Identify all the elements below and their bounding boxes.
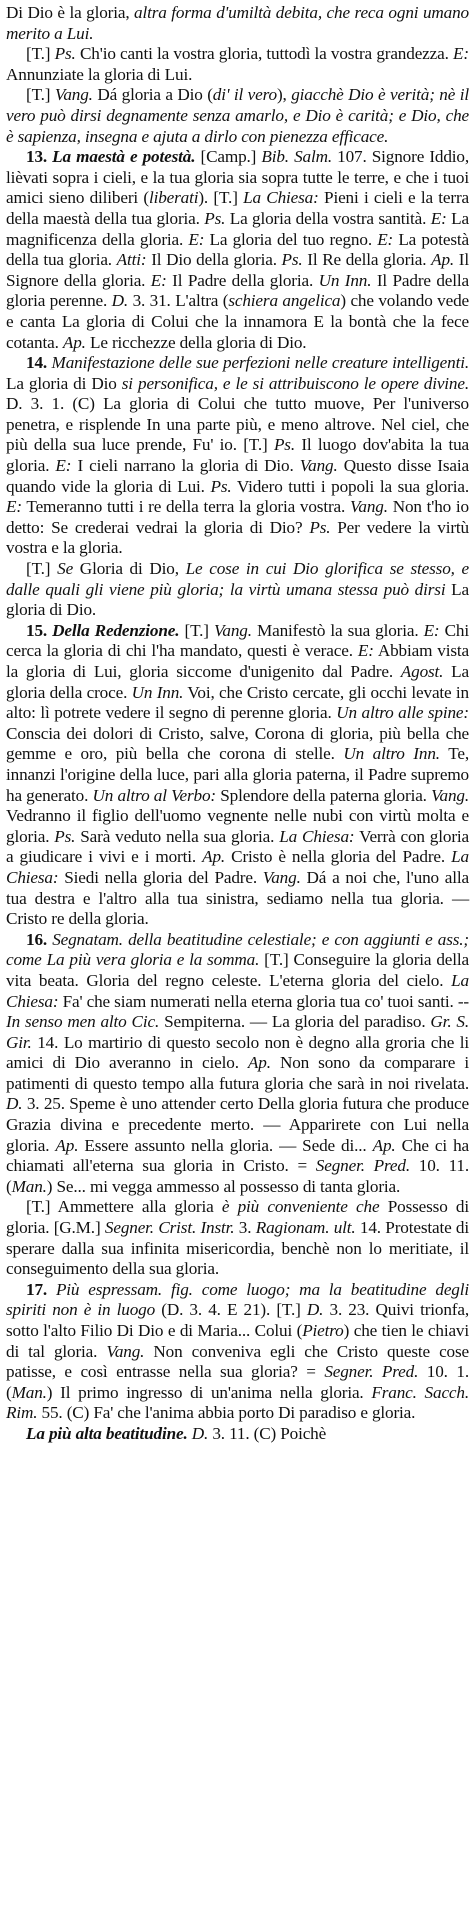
text-run: Conscia dei dolori di Cristo, salve, Corona di gloria, più bella che gemme e oro, più bella che corona di stelle. [6,723,469,764]
text-run: La gloria della vostra santità. [225,208,431,228]
text-run: [Camp.] [195,147,262,167]
text-run: [T.] Ammettere alla gloria [26,1197,222,1217]
text-run: 14. [26,353,52,373]
text-run: Ch'io canti la vostra gloria, tuttodì la vostra grandezza. [75,44,454,64]
entry-paragraph [6,147,469,353]
text-run: [T.] Conseguire la gloria della vita beata. Gloria del regno celeste. L'eterna gloria del cielo. [6,950,469,990]
text-run: Che ci ha chiamati all'eterna sua gloria in Cristo. = [6,1135,470,1176]
italic-text: Franc. Sacch. Rim. [6,1382,469,1423]
entry-paragraph [6,85,469,147]
italic-text: La Chiesa: [279,826,355,846]
text-run: D. 3. 1. (C) La gloria di Colui che tutto muove, Per l'universo penetra, e risplende In una parte più, e meno altrove. Nel ciel, che più della sua luce prende, Fu' io. [T.] [6,394,469,455]
text-run: Chi cerca la gloria di chi l'ha mandato, questi è verace. [6,620,469,661]
text-run: La gloria di Dio [6,373,122,393]
italic-text: E: [6,497,22,517]
text-run: La gloria del tuo regno. [204,229,378,249]
text-run: Il Padre della gloria perenne. [6,270,469,311]
text-run: 14. Lo martirio di questo secolo non è degno alla groria che li amici di Dio averanno in cielo. [6,1032,469,1073]
italic-text: Gr. S. Gir. [6,1012,469,1052]
text-run: 3. 25. Speme è uno attender certo Della gloria futura che produce Grazia divina e precedente merto. — Apparirete con Lui nella gloria. [6,1094,469,1155]
text-run: [T.] [26,85,55,105]
italic-text: E: [357,641,374,661]
text-run: Manifestò la sua gloria. [251,620,424,640]
italic-text: Ap. [202,847,226,867]
italic-text: Vang. [349,497,388,517]
italic-text: La più alta beatitudine. [26,1423,188,1443]
entry-paragraph [6,1280,469,1424]
text-run: La gloria della croce. [6,662,469,702]
text-run: Pieni i cieli e la terra della maestà della tua gloria. [6,188,470,228]
text-run: 107. Signore Iddio, lièvati sopra i cieli, e la tua gloria sia sopra tutte le terre, e che i tuoi amici sieno diliberi ( [6,147,469,208]
entry-paragraph [6,3,469,44]
text-run: 3. 23. Quivi trionfa, sotto l'alto Filio Di Dio e di Maria... Colui ( [6,1300,470,1340]
italic-text: E: [453,44,469,64]
entry-paragraph [6,559,469,621]
italic-text: La Chiesa: [6,847,469,887]
text-run: Te, innanzi l'origine della luce, pari alla gloria paterna, il Padre supremo ha generato. [6,744,469,805]
italic-text: Man. [11,1176,47,1196]
italic-text: Agost. [400,662,444,681]
italic-text: Ap. [372,1135,396,1155]
text-run: Dá gloria a Dio ( [92,85,213,105]
text-run: Il Signore della gloria. [6,250,469,290]
text-run: Il luogo dov'abita la tua gloria. [6,435,469,476]
italic-text: Vang. [213,620,252,640]
text-run: 10. 11. ( [6,1156,469,1196]
text-run: Gloria di Dio, [73,559,186,579]
italic-text: Un altro Inn. [343,744,440,764]
text-run: ). [T.] [198,188,244,208]
text-run: Non conveniva egli che Cristo queste cose patisse, e così entrasse nella sua gloria? = [6,1341,470,1382]
italic-text: Bib. Salm. [261,147,333,167]
italic-text: D. [306,1300,324,1320]
text-run: Questo disse Isaia quando vide la gloria di Lui. [6,456,470,496]
entry-paragraph [6,1424,469,1445]
italic-text: Ps. [210,476,232,496]
italic-text: D. [6,1094,23,1114]
italic-text: Un altro alle spine: [336,703,469,723]
text-run: (D. 3. 4. E 21). [T.] [155,1300,307,1320]
italic-text: Un altro al Verbo: [92,785,216,805]
italic-text: Ap. [431,250,455,270]
italic-text: Segner. Crist. Instr. [104,1218,235,1238]
text-run: Non t'ho io detto: Se crederai vedrai la gloria di Dio? [6,497,469,537]
italic-text: Un Inn. [131,682,184,702]
text-run: Siedi nella gloria del Padre. [58,867,263,887]
text-run: Cristo è nella gloria del Padre. [225,847,452,867]
text-run: ) che tien le chiavi di tal gloria. [6,1321,469,1361]
text-run: 13. [26,147,53,167]
italic-text: Manifestazione delle sue perfezioni nelle creature intelligenti. [51,353,469,373]
italic-text: Più espressam. fig. come luogo; ma la beatitudine degli spiriti non è in luogo [6,1279,469,1320]
entry-paragraph [6,930,469,1198]
italic-text: Atti: [116,250,147,270]
italic-text: La maestà e potestà. [52,147,196,167]
text-run: 55. (C) Fa' che l'anima abbia porto Di paradiso e gloria. [37,1403,416,1423]
italic-text: E: [55,456,72,476]
italic-text: Vang. [299,456,338,476]
italic-text: Ps. [204,208,226,228]
italic-text: Ps. [273,435,295,455]
text-run: Videro tutti i popoli la sua gloria. [231,476,470,496]
italic-text: La Chiesa: [6,970,469,1011]
text-run: 15. [26,620,53,640]
text-run: 3. 11. (C) Poichè [208,1423,327,1443]
italic-text: Ps. [309,517,331,537]
text-run: [T.] [26,559,58,579]
text-run: Le ricchezze della gloria di Dio. [85,332,307,352]
italic-text: Ap. [62,332,86,352]
text-run: Annunziate la gloria di Lui. [6,64,193,84]
text-run: ) Se... mi vegga ammesso al possesso di tanta gloria. [46,1176,401,1196]
italic-text: Vang. [106,1341,145,1361]
text-run: Il Padre della gloria. [166,270,319,290]
text-run: Abbiam vista la gloria di Lui, gloria siccome d'unigenito dal Padre. [6,641,470,681]
entry-paragraph [6,353,469,559]
italic-text: In senso men alto Cic. [6,1012,160,1032]
italic-text: Vang. [262,867,301,887]
italic-text: Vang. [54,85,93,105]
italic-text: E: [430,208,447,228]
italic-text: Ap. [55,1135,79,1155]
text-run: La gloria di Dio. [6,579,469,620]
text-run: Essere assunto nella gloria. — Sede di... [78,1135,373,1155]
italic-text: Man. [11,1382,47,1402]
text-run: La magnificenza della gloria. [6,208,469,249]
italic-text: giacchè Dio è verità; nè il vero può dirsi degnamente senza amarlo, e Dio è carità; e Dio, che è sapienza, insegna e ajuta a dirlo con pienezza efficace. [6,85,469,146]
italic-text: Ap. [247,1053,271,1073]
italic-text: Ps. [54,44,76,64]
text-run: 3. 31. L'altra ( [128,291,229,311]
entry-paragraph [6,621,469,930]
italic-text: E: [188,229,205,249]
italic-text: Segner. Pred. [324,1362,419,1382]
entry-paragraph [6,1197,469,1279]
text-run: [T.] [26,44,55,64]
italic-text: D. [111,291,129,311]
text-run: ) Il primo ingresso di un'anima nella gloria. [46,1382,372,1402]
italic-text: D. [191,1423,209,1443]
italic-text: Pietro [302,1321,344,1340]
italic-text: altra forma d'umiltà debita, che reca ogni umano merito a Lui. [6,3,469,43]
text-run: ) che volando vede e canta La gloria di Colui che la innamora E la bontà che la fece cotanta. [6,291,469,352]
text-run: 3. [234,1218,256,1238]
text-run: Di Dio è la gloria, [6,3,135,22]
italic-text: Segnatam. della beatitudine celestiale; e con aggiunti e ass.; come La più vera gloria e la somma. [6,929,469,970]
text-run: Voi, che Cristo cercate, gli occhi levate in alto: lì potrete vedere il segno di perenne gloria. [6,682,469,723]
italic-text: Se [57,559,74,579]
text-run: Sarà veduto nella sua gloria. [75,826,280,846]
italic-text: si personifica, e le si attribuiscono le opere divine. [121,373,469,393]
text-run: Verrà con gloria a giudicare i vivi e i morti. [6,826,469,867]
text-run: I cieli narrano la gloria di Dio. [71,456,300,476]
text-run: 16. [26,929,53,949]
text-run: Il Re della gloria. [302,250,432,270]
text-run: ), [276,85,292,105]
text-run: Possesso di gloria. [G.M.] [6,1197,469,1238]
text-run: La potestà della tua gloria. [6,229,469,270]
text-run: Sempiterna. — La gloria del paradiso. [159,1012,431,1032]
italic-text: La Chiesa: [243,188,319,208]
italic-text: E: [150,270,167,290]
text-run: Temeranno tutti i re della terra la gloria vostra. [21,497,350,517]
italic-text: liberati [148,188,199,208]
italic-text: schiera angelica [228,291,341,311]
italic-text: di' il vero [212,85,277,105]
italic-text: Vang. [431,785,469,805]
text-run: Dá a noi che, l'uno alla tua destra e l'altro alla tua sinistra, sediamo nella tua gloria. — Cristo re della gloria. [6,867,469,929]
italic-text: è più conveniente che [221,1197,380,1217]
text-run: [T.] [179,620,214,640]
text-run: 10. 1. ( [6,1362,469,1402]
italic-text: Ragionam. ult. [255,1218,356,1238]
italic-text: Segner. Pred. [315,1156,410,1176]
italic-text: Ps. [281,250,303,270]
italic-text: E: [423,620,440,640]
entry-paragraph [6,44,469,85]
italic-text: Della Redenzione. [52,620,180,640]
text-run: Vedranno il figlio dell'uomo vegnente nelle nubi con virtù molta e gloria. [6,806,469,846]
text-run: Fa' che siam numerati nella eterna gloria tua co' tuoi santi. -- [58,991,469,1011]
text-run: Il Dio della gloria. [146,250,282,270]
text-run: Non sono da comparare i patimenti di questo tempo alla futura gloria che sarà in noi rivelata. [6,1053,469,1093]
italic-text: Le cose in cui Dio glorifica se stesso, e dalle quali gli viene più gloria; la virtù umana stessa può dirsi [6,559,470,599]
text-run: Per vedere la virtù vostra e la gloria. [6,517,469,558]
italic-text: Un Inn. [318,270,372,290]
text-run: Splendore della paterna gloria. [216,785,432,805]
text-run: 14. Protestate di sperare dalla sua infinita misericordia, benchè non lo meritiate, il conseguimento della sua gloria. [6,1218,469,1279]
text-run: 17. [26,1279,56,1299]
italic-text: E: [377,229,394,249]
italic-text: Ps. [54,826,76,846]
